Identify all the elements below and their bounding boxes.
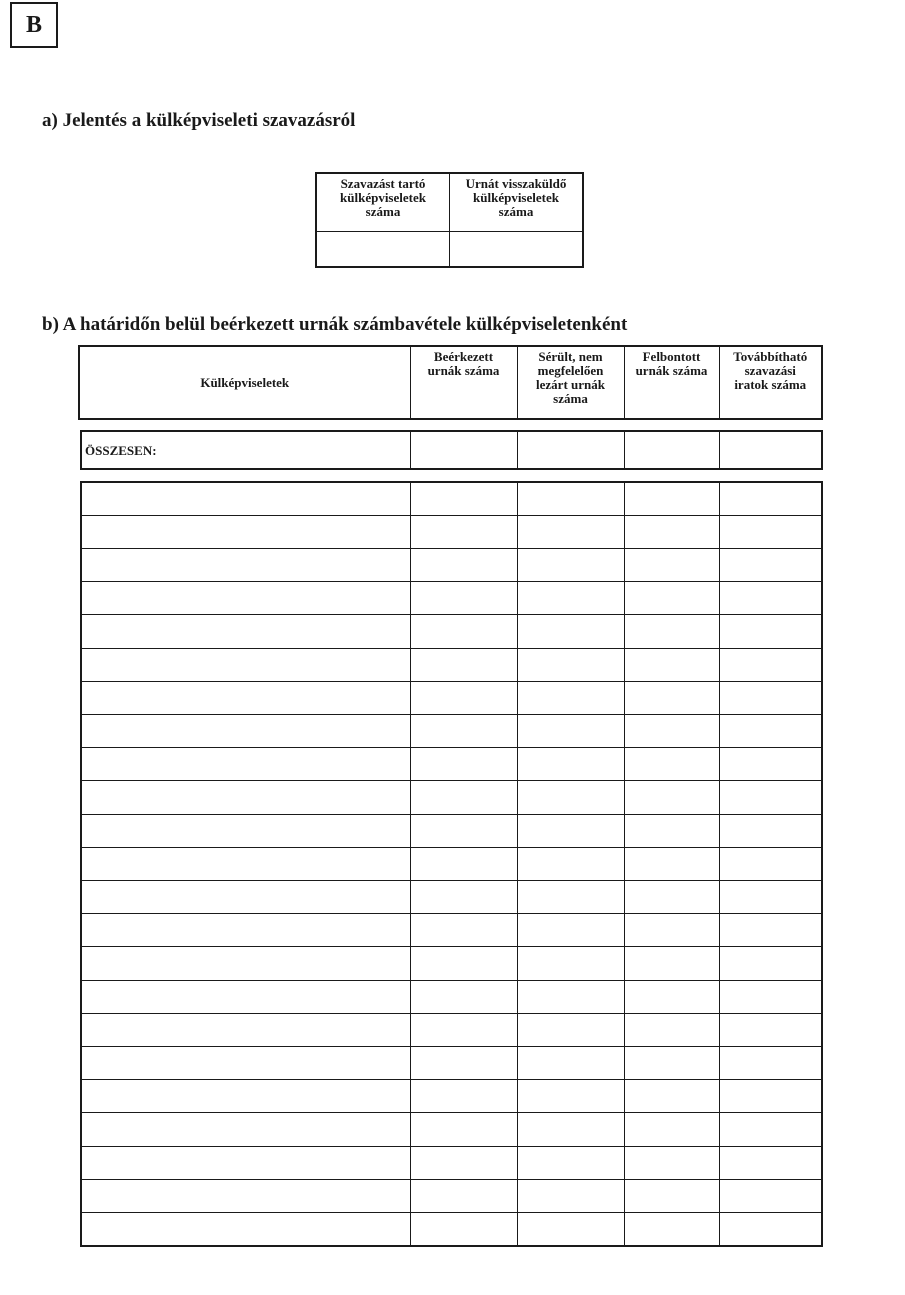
embassies-column-header bbox=[79, 346, 410, 419]
damaged-urns-cell[interactable] bbox=[517, 748, 624, 781]
header-line: szavazási bbox=[744, 363, 796, 378]
received-urns-cell[interactable] bbox=[410, 482, 517, 515]
total-forwardable-cell[interactable] bbox=[719, 431, 822, 469]
table-row bbox=[81, 515, 822, 548]
opened-urns-cell[interactable] bbox=[624, 548, 719, 581]
received-urns-cell[interactable] bbox=[410, 1013, 517, 1046]
damaged-urns-cell[interactable] bbox=[517, 880, 624, 913]
opened-urns-column-header bbox=[624, 346, 719, 419]
embassy-name-cell[interactable] bbox=[81, 1212, 410, 1246]
table-row bbox=[81, 681, 822, 714]
header-line: száma bbox=[553, 391, 588, 406]
opened-urns-cell[interactable] bbox=[624, 1179, 719, 1212]
opened-urns-cell[interactable] bbox=[624, 1113, 719, 1146]
forwardable-documents-cell[interactable] bbox=[719, 582, 822, 615]
received-urns-cell[interactable] bbox=[410, 914, 517, 947]
opened-urns-cell[interactable] bbox=[624, 1212, 719, 1246]
opened-urns-cell[interactable] bbox=[624, 1146, 719, 1179]
received-urns-cell[interactable] bbox=[410, 681, 517, 714]
received-urns-cell[interactable] bbox=[410, 1179, 517, 1212]
table-row bbox=[81, 1080, 822, 1113]
damaged-urns-cell[interactable] bbox=[517, 814, 624, 847]
embassy-name-cell[interactable] bbox=[81, 814, 410, 847]
page-letter-box bbox=[10, 2, 58, 48]
damaged-urns-cell[interactable] bbox=[517, 914, 624, 947]
forwardable-documents-cell[interactable] bbox=[719, 1080, 822, 1113]
forwardable-documents-cell[interactable] bbox=[719, 947, 822, 980]
urn-table-rows bbox=[81, 482, 822, 1246]
damaged-urns-cell[interactable] bbox=[517, 714, 624, 747]
damaged-urns-cell[interactable] bbox=[517, 1013, 624, 1046]
forwardable-documents-cell[interactable] bbox=[719, 1046, 822, 1079]
opened-urns-cell[interactable] bbox=[624, 781, 719, 814]
damaged-urns-cell[interactable] bbox=[517, 947, 624, 980]
forwardable-documents-cell[interactable] bbox=[719, 515, 822, 548]
header-line: száma bbox=[365, 204, 401, 219]
embassy-name-cell[interactable] bbox=[81, 582, 410, 615]
forwardable-documents-cell[interactable] bbox=[719, 814, 822, 847]
received-urns-cell[interactable] bbox=[410, 748, 517, 781]
embassy-name-cell[interactable] bbox=[81, 515, 410, 548]
forwardable-documents-cell[interactable] bbox=[719, 681, 822, 714]
voting-embassies-header bbox=[316, 173, 450, 232]
opened-urns-cell[interactable] bbox=[624, 847, 719, 880]
returning-embassies-header bbox=[450, 173, 584, 232]
forwardable-documents-cell[interactable] bbox=[719, 1212, 822, 1246]
header-line: lezárt urnák bbox=[536, 377, 605, 392]
received-urns-cell[interactable] bbox=[410, 515, 517, 548]
received-urns-cell[interactable] bbox=[410, 781, 517, 814]
table-row bbox=[81, 814, 822, 847]
forwardable-documents-column-header bbox=[719, 346, 822, 419]
embassy-name-cell[interactable] bbox=[81, 880, 410, 913]
forwardable-documents-cell[interactable] bbox=[719, 847, 822, 880]
damaged-urns-cell[interactable] bbox=[517, 482, 624, 515]
forwardable-documents-cell[interactable] bbox=[719, 748, 822, 781]
damaged-urns-cell[interactable] bbox=[517, 548, 624, 581]
forwardable-documents-cell[interactable] bbox=[719, 880, 822, 913]
received-urns-cell[interactable] bbox=[410, 582, 517, 615]
embassy-voting-report-table bbox=[315, 172, 584, 268]
embassy-name-cell[interactable] bbox=[81, 482, 410, 515]
urn-table-header bbox=[78, 345, 823, 420]
forwardable-documents-cell[interactable] bbox=[719, 1013, 822, 1046]
opened-urns-cell[interactable] bbox=[624, 515, 719, 548]
opened-urns-cell[interactable] bbox=[624, 980, 719, 1013]
received-urns-cell[interactable] bbox=[410, 714, 517, 747]
damaged-urns-cell[interactable] bbox=[517, 1113, 624, 1146]
received-urns-cell[interactable] bbox=[410, 880, 517, 913]
table-row bbox=[81, 615, 822, 648]
damaged-urns-cell[interactable] bbox=[517, 1080, 624, 1113]
received-urns-cell[interactable] bbox=[410, 548, 517, 581]
damaged-urns-cell[interactable] bbox=[517, 615, 624, 648]
voting-embassies-count-cell[interactable] bbox=[316, 232, 450, 268]
urn-table-body bbox=[80, 481, 823, 1247]
received-urns-cell[interactable] bbox=[410, 814, 517, 847]
forwardable-documents-cell[interactable] bbox=[719, 1113, 822, 1146]
damaged-urns-cell[interactable] bbox=[517, 980, 624, 1013]
damaged-urns-cell[interactable] bbox=[517, 515, 624, 548]
embassy-name-cell[interactable] bbox=[81, 914, 410, 947]
damaged-urns-cell[interactable] bbox=[517, 681, 624, 714]
damaged-urns-cell[interactable] bbox=[517, 582, 624, 615]
forwardable-documents-cell[interactable] bbox=[719, 914, 822, 947]
received-urns-cell[interactable] bbox=[410, 1212, 517, 1246]
header-line: Külképviseletek bbox=[200, 374, 290, 390]
opened-urns-cell[interactable] bbox=[624, 814, 719, 847]
embassy-name-cell[interactable] bbox=[81, 714, 410, 747]
opened-urns-cell[interactable] bbox=[624, 748, 719, 781]
embassy-name-cell[interactable] bbox=[81, 1080, 410, 1113]
header-line: megfelelően bbox=[537, 363, 604, 378]
damaged-urns-cell[interactable] bbox=[517, 781, 624, 814]
embassy-name-cell[interactable] bbox=[81, 748, 410, 781]
table-row bbox=[81, 482, 822, 515]
opened-urns-cell[interactable] bbox=[624, 880, 719, 913]
table-row bbox=[81, 1179, 822, 1212]
table-row bbox=[81, 914, 822, 947]
embassy-name-cell[interactable] bbox=[81, 648, 410, 681]
damaged-urns-cell[interactable] bbox=[517, 1179, 624, 1212]
forwardable-documents-cell[interactable] bbox=[719, 781, 822, 814]
header-line: Továbbítható bbox=[733, 349, 808, 364]
opened-urns-cell[interactable] bbox=[624, 582, 719, 615]
embassy-name-cell[interactable] bbox=[81, 947, 410, 980]
forwardable-documents-cell[interactable] bbox=[719, 548, 822, 581]
embassy-name-cell[interactable] bbox=[81, 1146, 410, 1179]
received-urns-cell[interactable] bbox=[410, 1146, 517, 1179]
total-opened-cell[interactable] bbox=[624, 431, 719, 469]
embassy-name-cell[interactable] bbox=[81, 681, 410, 714]
page-letter: B bbox=[25, 11, 42, 38]
header-line: iratok száma bbox=[734, 377, 807, 392]
header-line: külképviseletek bbox=[340, 190, 426, 205]
returning-embassies-count-cell[interactable] bbox=[450, 232, 584, 268]
table-row bbox=[81, 648, 822, 681]
forwardable-documents-cell[interactable] bbox=[719, 615, 822, 648]
forwardable-documents-cell[interactable] bbox=[719, 482, 822, 515]
received-urns-cell[interactable] bbox=[410, 947, 517, 980]
embassy-name-cell[interactable] bbox=[81, 781, 410, 814]
embassy-name-cell[interactable] bbox=[81, 1113, 410, 1146]
opened-urns-cell[interactable] bbox=[624, 1080, 719, 1113]
opened-urns-cell[interactable] bbox=[624, 681, 719, 714]
damaged-urns-cell[interactable] bbox=[517, 648, 624, 681]
received-urns-cell[interactable] bbox=[410, 1046, 517, 1079]
forwardable-documents-cell[interactable] bbox=[719, 1179, 822, 1212]
table-row bbox=[81, 1013, 822, 1046]
header-line: külképviseletek bbox=[473, 190, 559, 205]
table-row bbox=[81, 847, 822, 880]
received-urns-cell[interactable] bbox=[410, 1080, 517, 1113]
header-line: Sérült, nem bbox=[538, 349, 603, 364]
header-line: Szavazást tartó bbox=[340, 176, 426, 191]
section-b-heading: b) A határidőn belül beérkezett urnák számbavétele külképviseletenként bbox=[42, 314, 628, 335]
embassy-name-cell[interactable] bbox=[81, 1046, 410, 1079]
total-label: ÖSSZESEN: bbox=[81, 431, 410, 469]
embassy-name-cell[interactable] bbox=[81, 980, 410, 1013]
forwardable-documents-cell[interactable] bbox=[719, 648, 822, 681]
table-row bbox=[81, 947, 822, 980]
header-line: Beérkezett bbox=[433, 349, 494, 364]
embassy-name-cell[interactable] bbox=[81, 1179, 410, 1212]
table-row bbox=[81, 1146, 822, 1179]
opened-urns-cell[interactable] bbox=[624, 947, 719, 980]
header-line: urnák száma bbox=[427, 363, 500, 378]
received-urns-cell[interactable] bbox=[410, 847, 517, 880]
opened-urns-cell[interactable] bbox=[624, 648, 719, 681]
opened-urns-cell[interactable] bbox=[624, 615, 719, 648]
forwardable-documents-cell[interactable] bbox=[719, 714, 822, 747]
forwardable-documents-cell[interactable] bbox=[719, 1146, 822, 1179]
table-row bbox=[81, 980, 822, 1013]
table-row bbox=[81, 1046, 822, 1079]
urn-table-total-row bbox=[80, 430, 823, 470]
damaged-urns-cell[interactable] bbox=[517, 1146, 624, 1179]
received-urns-cell[interactable] bbox=[410, 1113, 517, 1146]
table-row bbox=[81, 781, 822, 814]
header-line: Felbontott bbox=[642, 349, 701, 364]
damaged-urns-cell[interactable] bbox=[517, 1046, 624, 1079]
received-urns-cell[interactable] bbox=[410, 615, 517, 648]
damaged-urns-cell[interactable] bbox=[517, 847, 624, 880]
damaged-urns-column-header bbox=[517, 346, 624, 419]
damaged-urns-cell[interactable] bbox=[517, 1212, 624, 1246]
header-line: urnák száma bbox=[635, 363, 708, 378]
opened-urns-cell[interactable] bbox=[624, 714, 719, 747]
opened-urns-cell[interactable] bbox=[624, 1046, 719, 1079]
table-row bbox=[81, 748, 822, 781]
table-row bbox=[81, 548, 822, 581]
table-row bbox=[81, 880, 822, 913]
embassy-name-cell[interactable] bbox=[81, 615, 410, 648]
opened-urns-cell[interactable] bbox=[624, 1013, 719, 1046]
total-damaged-cell[interactable] bbox=[517, 431, 624, 469]
embassy-name-cell[interactable] bbox=[81, 847, 410, 880]
header-line: száma bbox=[498, 204, 534, 219]
total-received-cell[interactable] bbox=[410, 431, 517, 469]
table-row bbox=[81, 1212, 822, 1246]
table-row bbox=[81, 714, 822, 747]
header-line: Urnát visszaküldő bbox=[465, 176, 567, 191]
embassy-name-cell[interactable] bbox=[81, 548, 410, 581]
table-row bbox=[81, 1113, 822, 1146]
received-urns-cell[interactable] bbox=[410, 980, 517, 1013]
embassy-name-cell[interactable] bbox=[81, 1013, 410, 1046]
section-a-heading: a) Jelentés a külképviseleti szavazásról bbox=[42, 110, 356, 131]
forwardable-documents-cell[interactable] bbox=[719, 980, 822, 1013]
received-urns-column-header bbox=[410, 346, 517, 419]
received-urns-cell[interactable] bbox=[410, 648, 517, 681]
opened-urns-cell[interactable] bbox=[624, 914, 719, 947]
table-row bbox=[81, 582, 822, 615]
opened-urns-cell[interactable] bbox=[624, 482, 719, 515]
